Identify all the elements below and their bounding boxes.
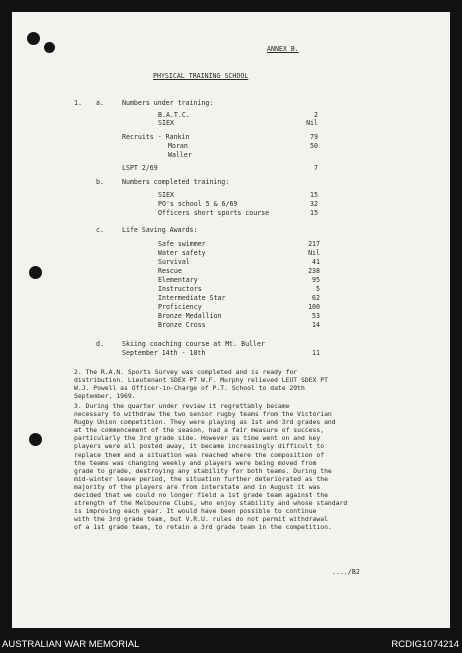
row-value: 15 — [310, 209, 318, 217]
row-value: 50 — [310, 142, 318, 150]
paragraph-line: players were all posted away, it became increasingly difficult to — [74, 442, 325, 451]
row-label: Bronze Cross — [158, 321, 206, 329]
row-value: 79 — [310, 133, 318, 141]
paragraph-3 — [74, 402, 347, 532]
subsection-text: Skiing coaching course at Mt. Buller — [122, 340, 265, 348]
footer-source: AUSTRALIAN WAR MEMORIAL — [2, 639, 140, 650]
row-label: Officers short sports course — [158, 209, 270, 217]
row-label: Elementary — [158, 276, 198, 284]
row-label: Instructors — [158, 285, 202, 293]
row-label: Intermediate Star — [158, 294, 226, 302]
row-value: 62 — [312, 294, 320, 302]
row-value: 95 — [312, 276, 320, 284]
paragraph-line: at the commencement of the season, had a fair measure of success, — [74, 426, 325, 435]
paragraph-line: is improving each year. It would have been possible to continue — [74, 507, 317, 516]
row-value: Nil — [306, 119, 318, 127]
row-value: 15 — [310, 191, 318, 199]
paragraph-line: W.J. Powell as Officer-in-Charge of P.T. School to date 29th — [74, 384, 305, 393]
paragraph-2 — [74, 368, 328, 400]
paragraph-line: majority of the players are from interstate and in August it was — [74, 482, 321, 491]
archive-footer — [0, 636, 462, 653]
row-value: 53 — [312, 312, 320, 320]
row-value: 5 — [316, 285, 320, 293]
page-title: PHYSICAL TRAINING SCHOOL — [153, 72, 249, 80]
row-label: Bronze Medallion — [158, 312, 222, 320]
annex-label: ANNEX B. — [267, 45, 299, 53]
paragraph-line: of a 1st grade team, to retain a 3rd grade team in the competition. — [74, 523, 332, 532]
row-label: Recruits - Rankin — [122, 133, 190, 141]
paragraph-line: grade to grade, destroying any stability for both teams. During the — [74, 466, 332, 475]
subsection-letter: d. — [96, 340, 104, 348]
paragraph-line: with the 3rd grade team, but V.R.U. rules do not permit withdrawal — [74, 515, 328, 524]
paragraph-line: Rugby Union competition. They were playing as 1st and 3rd grades and — [74, 418, 336, 427]
subsection-text: September 14th - 18th — [122, 349, 206, 357]
row-value: 32 — [310, 200, 318, 208]
paragraph-line: particularly the 3rd grade side. However as time went on and key — [74, 434, 321, 443]
paragraph-line: 2. The R.A.N. Sports Survey was completed and is ready for — [74, 368, 298, 376]
row-label: Safe swimmer — [158, 240, 206, 248]
row-value: 11 — [312, 349, 320, 357]
row-value: 238 — [308, 267, 320, 275]
subsection-letter: c. — [96, 226, 104, 234]
row-label: Moran — [168, 142, 188, 150]
row-label: B.A.T.C. — [158, 111, 190, 119]
paragraph-line: replace them and a situation was reached where the composition of — [74, 450, 325, 459]
continuation-marker: ..../B2 — [332, 568, 360, 576]
document-page — [12, 12, 450, 628]
row-value: 41 — [312, 258, 320, 266]
subsection-letter: b. — [96, 178, 104, 186]
row-label: SIEX — [158, 119, 174, 127]
row-value: 7 — [314, 164, 318, 172]
paragraph-line: decided that we could no longer field a 1st grade team against the — [74, 491, 328, 500]
subsection-heading: Life Saving Awards: — [122, 226, 198, 234]
row-label: Waller — [168, 151, 192, 159]
paragraph-line: distribution. Lieutenant SDEX PT W.F. Murphy relieved LEUT SDEX PT — [74, 376, 328, 385]
row-value: 100 — [308, 303, 320, 311]
paragraph-line: strength of the Melbourne Clubs, who enjoy stability and whose standard — [74, 499, 348, 508]
row-label: SIEX — [158, 191, 174, 199]
punch-hole — [44, 42, 55, 53]
row-label: Water safety — [158, 249, 206, 257]
row-value: 2 — [314, 111, 318, 119]
row-label: Survival — [158, 258, 190, 266]
punch-hole — [27, 32, 40, 45]
paragraph-line: necessary to withdraw the two senior rugby teams from the Victorian — [74, 410, 332, 419]
footer-record-id: RCDIG1074214 — [391, 639, 459, 650]
row-value: Nil — [308, 249, 320, 257]
subsection-letter: a. — [96, 99, 104, 107]
paragraph-line: September, 1969. — [74, 392, 136, 401]
row-value: 217 — [308, 240, 320, 248]
punch-hole — [29, 266, 42, 279]
paragraph-line: the teams was changing weekly and players were being moved from — [74, 458, 317, 467]
row-label: LSPT 2/69 — [122, 164, 158, 172]
subsection-heading: Numbers under training: — [122, 99, 214, 107]
paragraph-line: 3. During the quarter under review it regrettably became — [74, 402, 290, 410]
row-label: Rescue — [158, 267, 182, 275]
paragraph-line: mid-winter leave period, the situation further deteriorated as the — [74, 474, 328, 483]
punch-hole — [29, 433, 42, 446]
section-number: 1. — [74, 99, 82, 107]
subsection-heading: Numbers completed training: — [122, 178, 230, 186]
row-value: 14 — [312, 321, 320, 329]
row-label: Proficiency — [158, 303, 202, 311]
row-label: PO's school 5 & 6/69 — [158, 200, 238, 208]
